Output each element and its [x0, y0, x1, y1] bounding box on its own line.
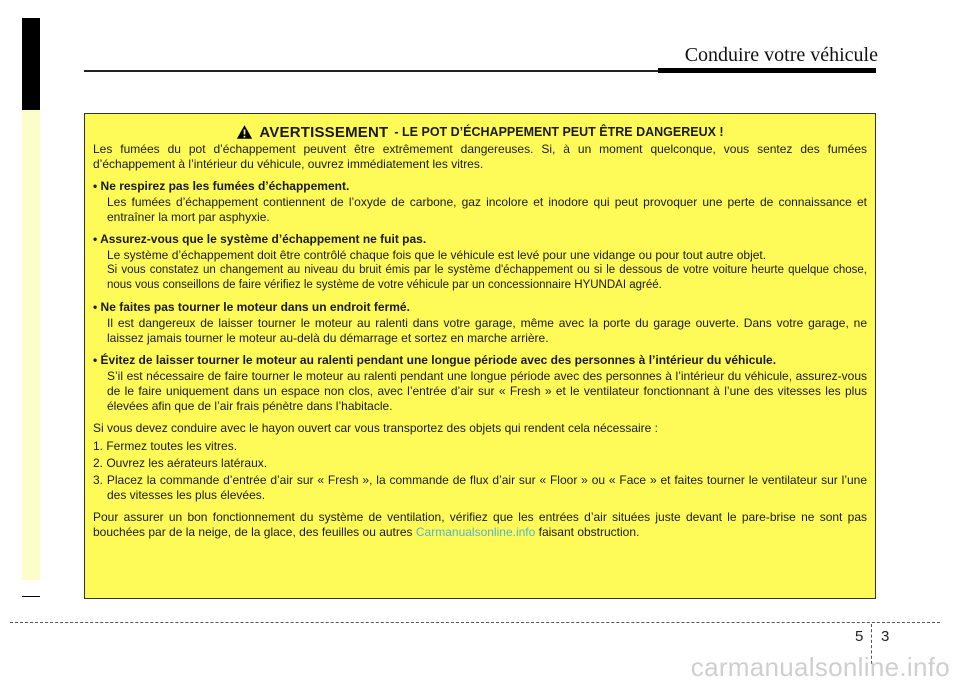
page-number: 3	[881, 628, 890, 645]
bullet-heading: • Évitez de laisser tourner le moteur au ralenti pendant une longue période avec des personnes à l’intérieur du véhicule.	[93, 353, 777, 367]
warning-box	[84, 113, 876, 599]
page-header-title: Conduire votre véhicule	[684, 44, 878, 66]
bullet-heading: • Ne respirez pas les fumées d’échappement.	[93, 179, 350, 193]
inline-watermark: Carmanualsonline.info	[415, 525, 536, 539]
closing-text: Pour assurer un bon fonctionnement du système de ventilation, vérifiez que les entrées d’air situées juste devant le pare-brise ne sont pas bouchées par de la neige, de la glace, des feuilles ou autres	[93, 510, 867, 539]
header-rule	[84, 70, 658, 72]
chapter-tab-black	[22, 18, 40, 110]
bullet-heading: • Ne faites pas tourner le moteur dans un endroit fermé.	[93, 300, 410, 314]
margin-tick	[22, 596, 40, 597]
bullet-heading: • Assurez-vous que le système d’échappement ne fuit pas.	[93, 232, 427, 246]
bullet-body: Les fumées d’échappement contiennent de l’oxyde de carbone, gaz incolore et inodore qui peut provoquer une perte de connaissance et entraîner la mort par asphyxie.	[107, 195, 867, 224]
warning-title	[93, 124, 867, 140]
footer-rule	[10, 622, 940, 623]
list-item: 2. Ouvrez les aérateurs latéraux.	[93, 456, 268, 470]
hayon-intro: Si vous devez conduire avec le hayon ouvert car vous transportez des objets qui rendent cela nécessaire :	[93, 421, 658, 435]
closing-text-end: faisant obstruction.	[535, 525, 640, 539]
chapter-number: 5	[855, 628, 864, 645]
bullet-body: S’il est nécessaire de faire tourner le moteur au ralenti pendant une longue période avec des personnes à l’intérieur du véhicule, assurez-vous de le faire uniquement dans un espace non clos, avec l’entrée d’air sur « Fresh » et le ventilateur fonctionnant à l’une des vitesses les plus élevées afin que de l’air frais pénètre dans l’habitacle.	[107, 369, 867, 413]
warning-subheading: - LE POT D’ÉCHAPPEMENT PEUT ÊTRE DANGEREUX !	[394, 124, 724, 139]
list-item: 3. Placez la commande d’entrée d’air sur « Fresh », la commande de flux d’air sur « Floor » ou « Face » et faites tourner le ventilateur sur l’une des vitesses les plus élevées.	[93, 473, 867, 502]
warning-triangle-icon	[236, 124, 253, 140]
list-item: 1. Fermez toutes les vitres.	[93, 439, 238, 453]
header-rule-accent	[658, 68, 876, 73]
closing-paragraph	[93, 510, 867, 540]
warning-heading: AVERTISSEMENT	[259, 123, 389, 141]
site-watermark: carmanualsonline.info	[690, 652, 950, 682]
bullet-body: Le système d’échappement doit être contrôlé chaque fois que le véhicule est levé pour une vidange ou pour tout autre objet.	[107, 248, 767, 262]
chapter-tab-yellow	[22, 110, 40, 580]
bullet-body: Il est dangereux de laisser tourner le moteur au ralenti dans votre garage, même avec la porte du garage ouverte. Dans votre garage, ne laissez jamais tourner le moteur au-delà du démarrage et sortez en marche arrière.	[107, 316, 867, 345]
warning-intro: Les fumées du pot d’échappement peuvent être extrêmement dangereuses. Si, à un moment quelconque, vous sentez des fumées d’échappement à l’intérieur du véhicule, ouvrez immédiatement les vitres.	[93, 142, 867, 171]
bullet-body-extra: Si vous constatez un changement au niveau du bruit émis par le système d'échappement ou si le dessous de votre voiture heurte quelque chose, nous vous conseillons de faire vérifiez le système de votre véhicule par un concessionnaire HYUNDAI agréé.	[107, 264, 867, 291]
steps-list	[93, 439, 867, 503]
